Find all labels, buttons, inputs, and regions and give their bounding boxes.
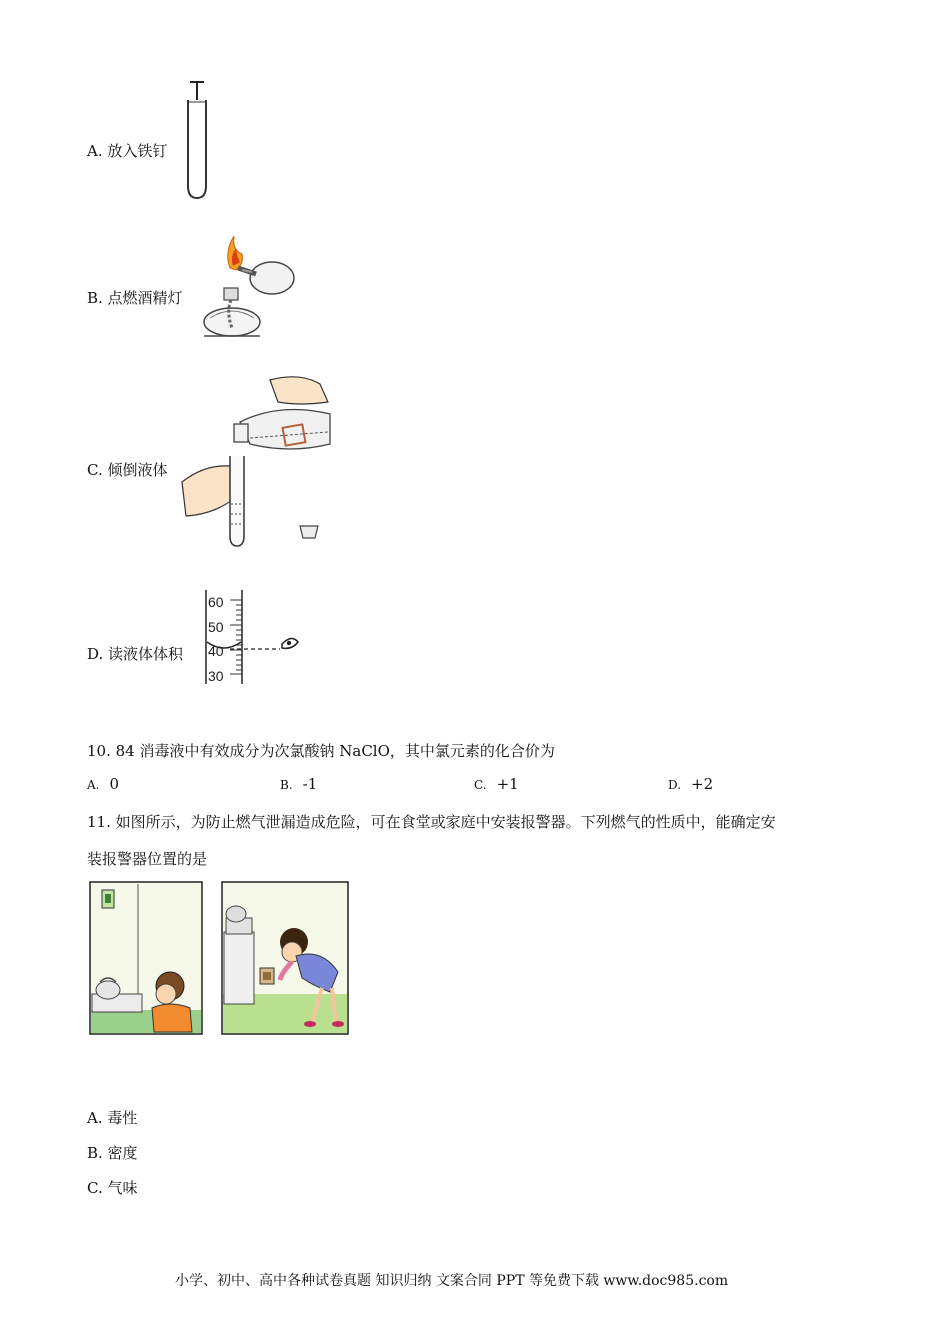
option-b-label: B. 点燃酒精灯	[87, 289, 183, 307]
choice-value: 0	[109, 775, 120, 793]
choice-letter: A.	[87, 778, 100, 792]
q10-choice-a	[87, 775, 119, 793]
scale-label-60: 60	[208, 594, 224, 610]
q11-question-line1: 11. 如图所示，为防止燃气泄漏造成危险，可在食堂或家庭中安装报警器。下列燃气的性质中，能确定安	[87, 813, 776, 831]
option-c-label: C. 倾倒液体	[87, 461, 168, 479]
q11-choice-b: B. 密度	[87, 1144, 138, 1162]
q10-question: 10. 84 消毒液中有效成分为次氯酸钠 NaClO，其中氯元素的化合价为	[87, 742, 555, 760]
q11-question-line2: 装报警器位置的是	[87, 850, 208, 868]
scale-label-40: 40	[208, 643, 224, 659]
page-footer: 小学、初中、高中各种试卷真题 知识归纳 文案合同 PPT 等免费下载 www.doc985.com	[175, 1273, 729, 1289]
choice-letter: C.	[474, 778, 487, 792]
q10-choice-b	[280, 775, 317, 793]
choice-letter: D.	[668, 778, 682, 792]
scale-label-30: 30	[208, 667, 224, 684]
choice-value: +1	[496, 775, 519, 793]
test-tube-icon	[180, 78, 220, 203]
choice-letter: B.	[280, 778, 293, 792]
q11-choice-a: A. 毒性	[87, 1109, 138, 1127]
choice-value: +2	[691, 775, 714, 793]
kitchen-alarm-low-illustration	[222, 882, 348, 1034]
scale-label-50: 50	[208, 618, 224, 635]
alcohol-lamp-icon	[200, 232, 300, 340]
option-d-label: D. 读液体体积	[87, 645, 184, 663]
cylinder-scale-labels	[208, 590, 224, 688]
kitchen-alarm-high-illustration	[90, 882, 202, 1034]
option-a-label: A. 放入铁钉	[87, 142, 168, 160]
pouring-liquid-icon	[180, 372, 340, 552]
q11-choice-c: C. 气味	[87, 1179, 138, 1197]
q10-choice-c	[474, 775, 519, 793]
q10-choice-d	[668, 775, 713, 793]
choice-value: -1	[302, 775, 318, 793]
